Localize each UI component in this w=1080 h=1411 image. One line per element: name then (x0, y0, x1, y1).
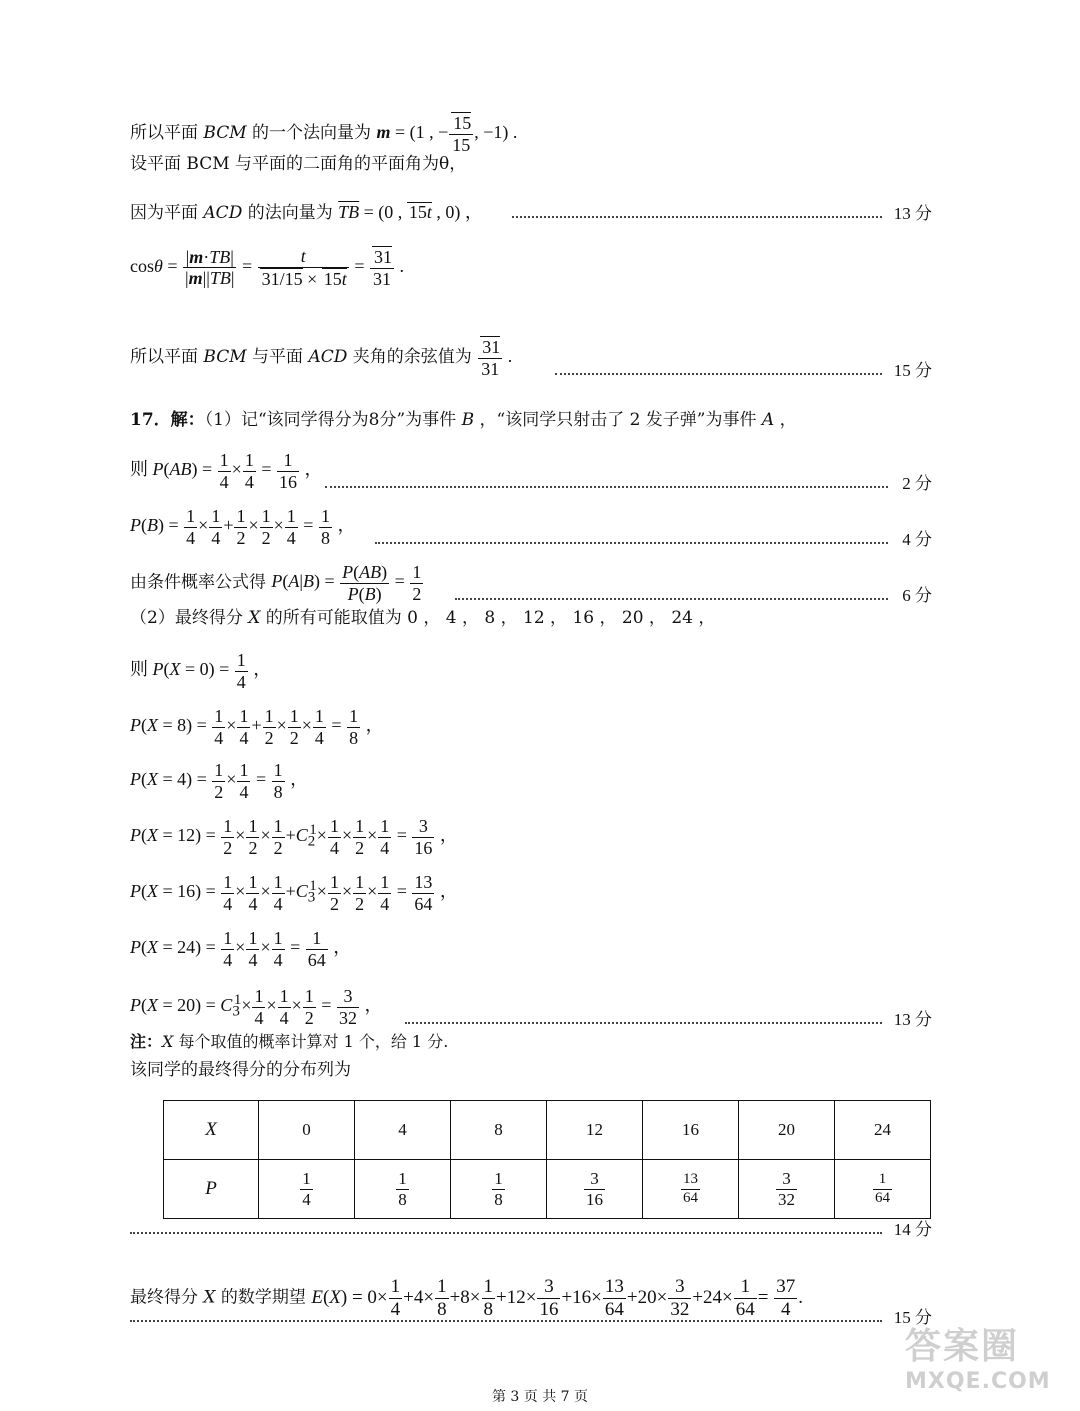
math-p-ab: 则 P(AB) = $\frac{1}{4}$ × $\frac{1}{4}$ = $\frac{1}{16}$ ， (130, 450, 323, 492)
score-label: 14 分 (893, 1220, 932, 1239)
note-line (130, 1034, 930, 1050)
table-cell: $\frac{13}{64}$ (643, 1160, 739, 1219)
dot-leader (512, 216, 882, 218)
note-label: 注： (130, 1032, 163, 1051)
px24-line (130, 928, 930, 970)
table-cell: $\frac{1}{4}$ (259, 1160, 355, 1219)
text-fragment: （1）记“该同学得分为8分”为事件 B ，“该同学只射击了 2 发子弹”为事件 A ， (204, 410, 797, 430)
score-label: 4 分 (902, 530, 932, 550)
px12-line (130, 816, 930, 858)
math-cos-theta: cosθ = $\frac{|m\cdot TB|}{|m||TB|}$ = $\frac{t}{31/15 \times 15t}$ = $\frac{31}{31}$ . (130, 246, 404, 289)
dot-leader (455, 598, 888, 600)
p-ab-line (130, 450, 930, 492)
dihedral-angle-line (130, 156, 930, 173)
text-fragment: 因为平面 ACD 的法向量为 (130, 203, 339, 223)
table-header-x: X (164, 1101, 259, 1160)
score-label: 15 分 (893, 361, 932, 381)
normal-vector-bcm-line (130, 112, 930, 155)
math-cos-result: $\frac{31}{31}$ . (477, 346, 512, 366)
note-text: X 每个取值的概率计算对 1 个，给 1 分. (162, 1032, 449, 1051)
math-expectation: E(X) = 0× $\frac{1}{4}$ +4× $\frac{1}{8}$ +8× $\frac{1}{8}$ +12× $\frac{3}{16}$ +16× $\frac{13}{64}$ +20× $\frac{3}{32}$ +24× $\frac{1}{64}$ = $\frac{37}{4}$ . (311, 1276, 803, 1320)
table-cell: $\frac{3}{32}$ (739, 1160, 835, 1219)
math-p-a-given-b: P(A|B) = $\frac{P(AB)}{P(B)}$ = $\frac{1}{2}$ (271, 562, 422, 604)
question-17-heading (130, 412, 930, 429)
text-fragment: 所以平面 BCM 与平面 ACD 夹角的余弦值为 (130, 346, 472, 367)
table-cell: $\frac{1}{64}$ (835, 1160, 931, 1219)
table-header-p: P (164, 1160, 259, 1219)
cosine-result-line (130, 336, 930, 379)
math-px8: P(X = 8) = $\frac{1}{4}$ × $\frac{1}{4}$ + $\frac{1}{2}$ × $\frac{1}{2}$ × $\frac{1}{4}$ = $\frac{1}{8}$ ， (130, 706, 384, 748)
px8-line (130, 706, 930, 748)
math-px24: P(X = 24) = $\frac{1}{4}$ × $\frac{1}{4}$ × $\frac{1}{4}$ = $\frac{1}{64}$ ， (130, 928, 352, 970)
table-cell: 12 (547, 1101, 643, 1160)
dot-leader (555, 373, 882, 375)
score-label: 15 分 (893, 1308, 932, 1327)
px16-line (130, 872, 930, 914)
table-cell: 16 (643, 1101, 739, 1160)
table-cell: 24 (835, 1101, 931, 1160)
dot-leader (405, 1022, 882, 1024)
text-fragment: 由条件概率公式得 (130, 572, 272, 593)
math-px0: 则 P(X = 0) = $\frac{1}{4}$ ， (130, 650, 272, 692)
math-p-b: P(B) = $\frac{1}{4}$ × $\frac{1}{4}$ + $\frac{1}{2}$ × $\frac{1}{2}$ × $\frac{1}{4}$ = $\frac{1}{8}$ ， (130, 506, 356, 548)
expectation-line (130, 1276, 930, 1321)
distribution-intro-line (130, 1062, 930, 1079)
table-cell: $\frac{3}{16}$ (547, 1160, 643, 1219)
distribution-table (163, 1100, 931, 1219)
math-px12: P(X = 12) = $\frac{1}{2}$ × $\frac{1}{2}$ × $\frac{1}{2}$ $+C_2^1\times$ $\frac{1}{4}$ × $\frac{1}{2}$ × $\frac{1}{4}$ = $\frac{3}{16}$ ， (130, 816, 458, 858)
table-cell: $\frac{1}{8}$ (355, 1160, 451, 1219)
score-label: 13 分 (893, 204, 932, 223)
score-label: 2 分 (902, 474, 932, 494)
question-number: 17．解： (130, 410, 205, 430)
table-row-x (164, 1101, 931, 1160)
page-footer: 第 3 页 共 7 页 (491, 1389, 589, 1405)
table-cell: 4 (355, 1101, 451, 1160)
table-cell: 20 (739, 1101, 835, 1160)
text-fragment: 最终得分 X 的数学期望 (130, 1287, 312, 1308)
math-px16: P(X = 16) = $\frac{1}{4}$ × $\frac{1}{4}$ × $\frac{1}{4}$ $+C_3^1\times$ $\frac{1}{2}$ × $\frac{1}{2}$ × $\frac{1}{4}$ = $\frac{13}{64}$ ， (130, 872, 458, 914)
table-cell: 8 (451, 1101, 547, 1160)
math-vector-m: m = (1 , − $\frac{15}{15}$ , −1) . (376, 113, 518, 155)
px0-line (130, 650, 930, 692)
text-fragment: （2）最终得分 X 的所有可能取值为 0 ， 4 ， 8 ， 12 ， 16 ， 20 ， 24 ， (130, 608, 716, 628)
text-fragment: 该同学的最终得分的分布列为 (130, 1060, 351, 1080)
dot-leader (130, 1320, 882, 1322)
score-label: 13 分 (893, 1010, 932, 1030)
text-fragment: 所以平面 BCM 的一个法向量为 (130, 122, 377, 143)
part-2-line (130, 610, 930, 627)
dot-leader (325, 486, 888, 488)
normal-vector-acd-line (130, 202, 930, 222)
dot-leader (375, 542, 888, 544)
math-vector-tb: $\overline{TB} = (0$ , 15t , 0) ， (338, 202, 483, 222)
cos-theta-line (130, 246, 930, 289)
px4-line (130, 760, 930, 802)
text-fragment: 设平面 BCM 与平面的二面角的平面角为θ， (130, 154, 467, 174)
px20-line (130, 986, 930, 1028)
math-px20: $P(X = 20) = C_3^1\times$ $\frac{1}{4}$ × $\frac{1}{4}$ × $\frac{1}{2}$ = $\frac{3}{32}$ ， (130, 986, 383, 1028)
table-cell: 0 (259, 1101, 355, 1160)
p-b-line (130, 506, 930, 548)
math-px4: P(X = 4) = $\frac{1}{2}$ × $\frac{1}{4}$ = $\frac{1}{8}$ ， (130, 760, 309, 802)
table-row-p (164, 1160, 931, 1219)
score-label: 6 分 (902, 586, 932, 606)
watermark-domain: MXQE.COM (905, 1369, 1051, 1394)
table-cell: $\frac{1}{8}$ (451, 1160, 547, 1219)
watermark-text: 答案圈 (905, 1326, 1020, 1367)
conditional-probability-line (130, 562, 930, 604)
dot-leader (130, 1232, 882, 1234)
